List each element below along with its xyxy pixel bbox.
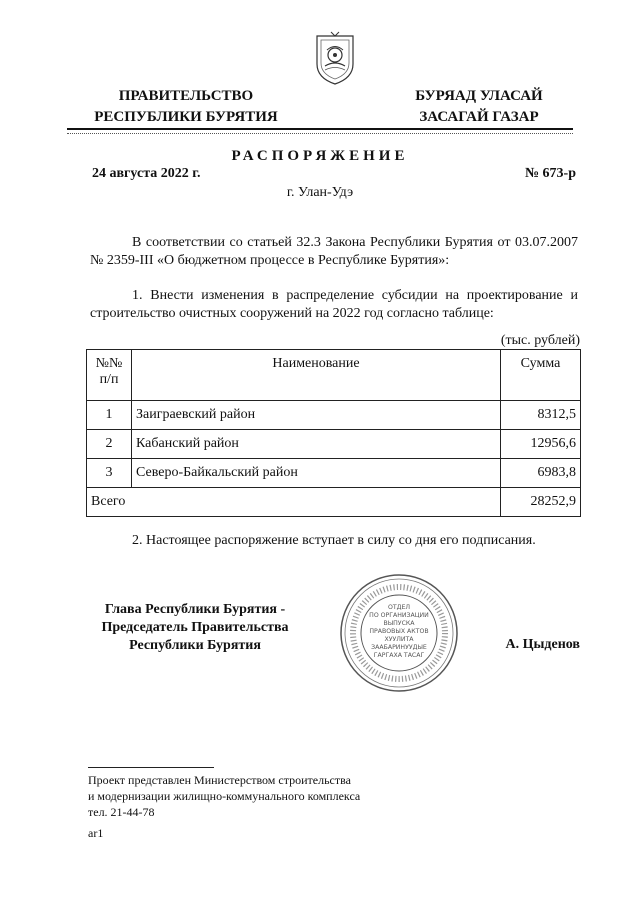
header-name: Наименование — [132, 350, 501, 401]
stamp-line: ВЫПУСКА — [383, 620, 415, 627]
issuer-name-ru — [88, 86, 284, 128]
row-sum: 8312,5 — [501, 401, 581, 430]
paragraph-item-1 — [90, 287, 578, 323]
stamp-line: ПРАВОВЫХ АКТОВ — [369, 628, 429, 635]
total-label: Всего — [87, 488, 501, 517]
table-row — [87, 401, 581, 430]
table-row — [87, 430, 581, 459]
coat-of-arms-icon — [313, 30, 357, 86]
signatory-line: Глава Республики Бурятия - — [104, 602, 286, 617]
signatory-name: А. Цыденов — [505, 637, 580, 652]
table-total-row — [87, 488, 581, 517]
stamp-line: ПО ОРГАНИЗАЦИИ — [369, 612, 429, 619]
table-header-row — [87, 350, 581, 401]
stamp-line: ХУУЛИТА — [384, 636, 414, 643]
issuer-line: РЕСПУБЛИКИ БУРЯТИЯ — [94, 109, 278, 125]
stamp-line: ЗААБАРИНУУДЫЕ — [371, 644, 427, 651]
table-row — [87, 459, 581, 488]
stamp-line: ОТДЕЛ — [387, 604, 411, 611]
header-num — [87, 350, 132, 401]
document-title: РАСПОРЯЖЕНИЕ — [231, 148, 409, 164]
paragraph-item-2 — [90, 533, 578, 549]
paragraph-text: 2. Настоящее распоряжение вступает в силу со дня его подписания. — [132, 533, 536, 548]
total-sum: 28252,9 — [501, 488, 581, 517]
row-name: Заиграевский район — [132, 401, 501, 430]
row-num: 3 — [87, 459, 132, 488]
issuer-line: ПРАВИТЕЛЬСТВО — [118, 88, 254, 104]
header-sum: Сумма — [501, 350, 581, 401]
header-num-line: п/п — [99, 372, 119, 387]
header-num-line: №№ — [95, 356, 123, 371]
footer-line: Проект представлен Министерством строительства — [88, 773, 351, 787]
issuer-line: БУРЯАД УЛАСАЙ — [415, 88, 543, 104]
footer-line: тел. 21-44-78 — [88, 805, 155, 819]
subsidy-table — [86, 349, 581, 517]
issuer-name-bua — [414, 86, 544, 128]
header-divider-dotted — [67, 133, 573, 134]
row-name: Северо-Байкальский район — [132, 459, 501, 488]
paragraph-text: В соответствии со статьей 32.3 Закона Республики Бурятия от 03.07.2007 № 2359-III «О бюджетном процессе в Республике Бурятия»: — [90, 235, 578, 268]
row-sum: 12956,6 — [501, 430, 581, 459]
footer-note — [88, 772, 360, 820]
row-num: 2 — [87, 430, 132, 459]
document-date: 24 августа 2022 г. — [92, 166, 201, 181]
signatory-title — [88, 601, 302, 655]
row-sum: 6983,8 — [501, 459, 581, 488]
issuer-line: ЗАСАГАЙ ГАЗАР — [419, 109, 539, 125]
paragraph-text: 1. Внести изменения в распределение субсидии на проектирование и строительство очистных сооружений на 2022 год согласно таблице: — [90, 288, 578, 321]
document-number: № 673-р — [524, 166, 576, 181]
signatory-line: Республики Бурятия — [129, 638, 261, 653]
stamp-line: ГАРГАХА ТАСАГ — [373, 652, 425, 659]
footer-code: ar1 — [88, 826, 104, 840]
row-num: 1 — [87, 401, 132, 430]
signatory-line: Председатель Правительства — [101, 620, 289, 635]
footer-line: и модернизации жилищно-коммунального комплекса — [88, 789, 361, 803]
document-city: г. Улан-Удэ — [286, 185, 354, 200]
footer-divider — [88, 767, 214, 768]
row-name: Кабанский район — [132, 430, 501, 459]
table-units: (тыс. рублей) — [500, 333, 580, 348]
header-divider — [67, 128, 573, 130]
paragraph-preamble — [90, 234, 578, 270]
official-seal-icon — [339, 573, 459, 693]
